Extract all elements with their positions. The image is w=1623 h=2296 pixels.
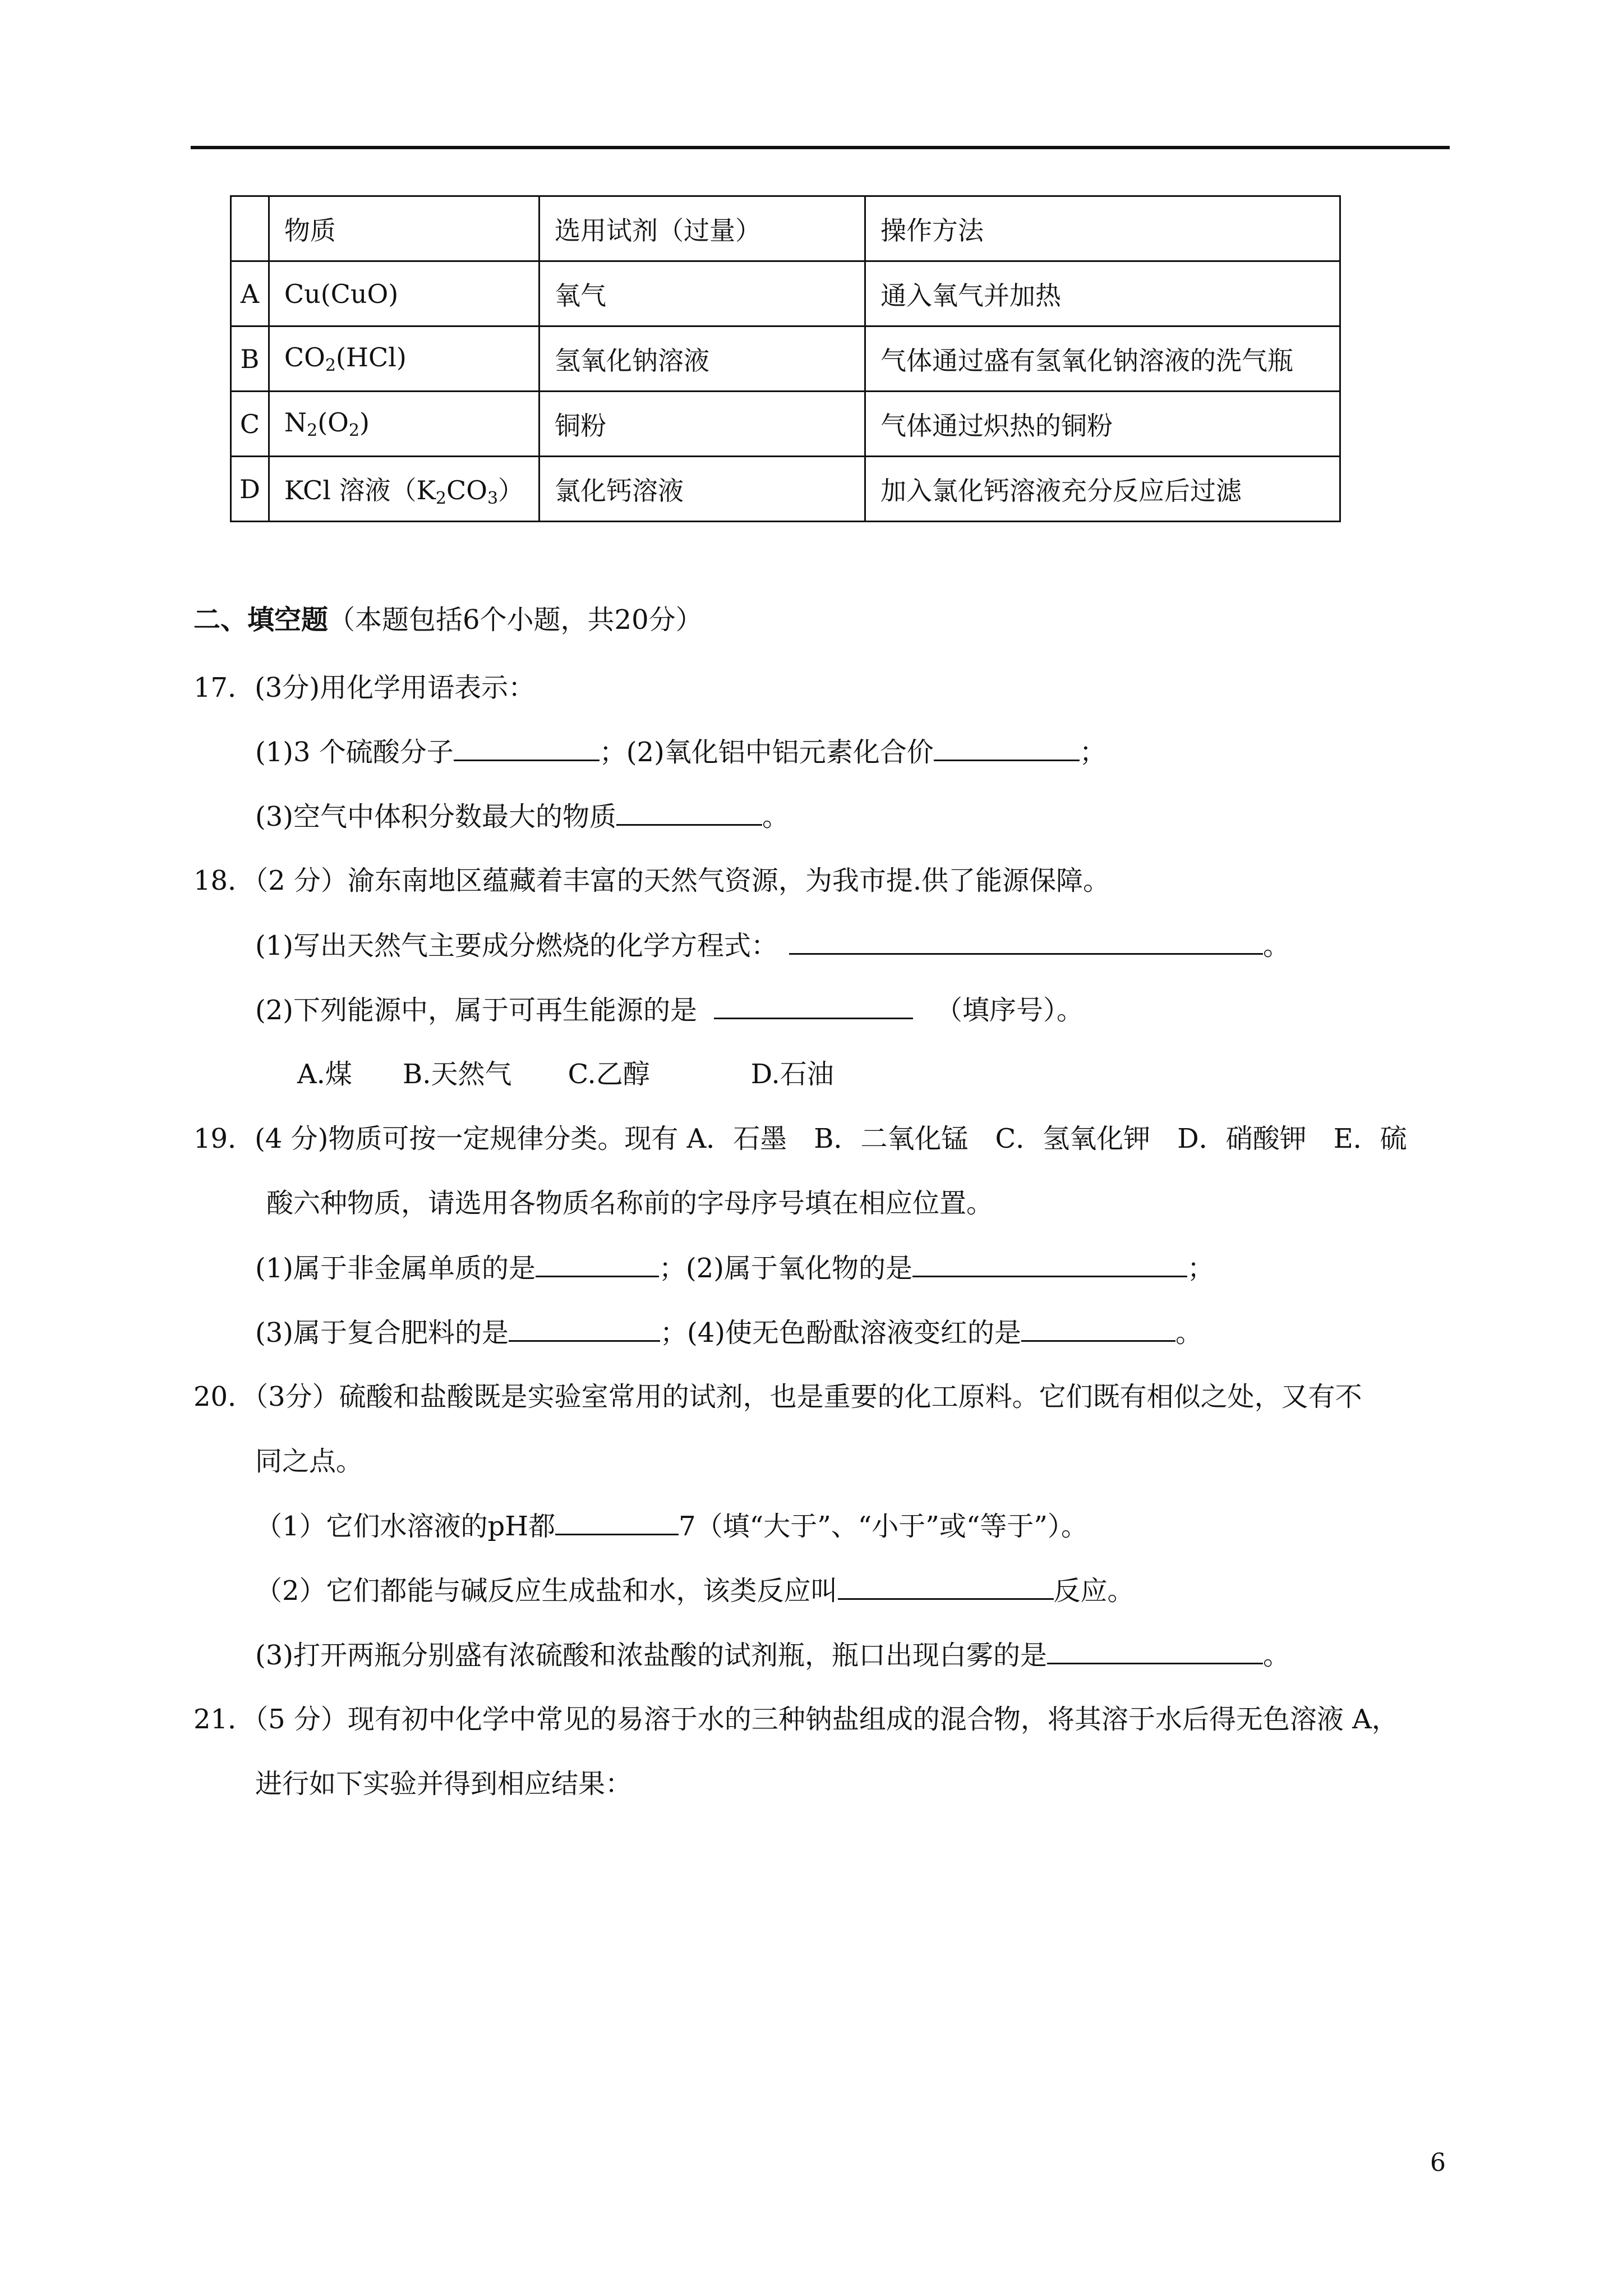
question-17-heading: 17．(3分)用化学用语表示： [193,672,536,703]
row-reagent: 氧气 [540,261,865,326]
question-20-line-3: (3)打开两瓶分别盛有浓硫酸和浓盐酸的试剂瓶，瓶口出现白雾的是 。 [255,1638,1290,1672]
row-method: 加入氯化钙溶液充分反应后过滤 [865,457,1340,522]
row-key: A [231,261,269,326]
question-18-heading: 18．（2 分）渝东南地区蕴藏着丰富的天然气资源，为我市提.供了能源保障。 [193,865,1110,896]
question-17-line-2: (3)空气中体积分数最大的物质 。 [255,799,789,834]
answer-blank[interactable] [454,735,600,761]
table-row [231,457,1340,522]
row-key: D [231,457,269,522]
section-note: （本题包括6个小题，共20分） [328,604,703,636]
table-row [231,392,1340,457]
question-18-line-2: (2)下列能源中，属于可再生能源的是 （填序号）。 [255,993,1083,1027]
table-header-cell [231,196,269,261]
answer-blank[interactable] [934,735,1080,761]
option-b: B.天然气 [402,1059,512,1090]
options-table [230,195,1341,522]
question-20-heading-cont: 同之点。 [255,1446,363,1477]
row-reagent: 氯化钙溶液 [540,457,865,522]
answer-blank[interactable] [616,799,762,826]
answer-blank[interactable] [1047,1638,1263,1664]
row-substance: Cu(CuO) [269,261,539,326]
option-c: C.乙醇 [568,1059,650,1090]
question-19-heading: 19．(4 分)物质可按一定规律分类。现有 A．石墨 B．二氧化锰 C．氢氧化钾 D．硝酸钾 E．硫 [193,1123,1407,1154]
option-a: A.煤 [297,1059,352,1090]
question-21-heading-cont: 进行如下实验并得到相应结果： [255,1768,633,1800]
question-19-line-1: (1)属于非金属单质的是 ；(2)属于氧化物的是 ； [255,1251,1214,1285]
answer-blank[interactable] [912,1251,1187,1277]
section-title: 二、填空题 [193,604,329,636]
row-key: B [231,326,269,392]
question-18-line-1: (1)写出天然气主要成分燃烧的化学方程式： 。 [255,928,1290,963]
answer-blank[interactable] [714,993,913,1019]
row-key: C [231,392,269,457]
question-20-heading: 20．（3分）硫酸和盐酸既是实验室常用的试剂，也是重要的化工原料。它们既有相似之处，又有不 [193,1381,1362,1412]
answer-blank[interactable] [1021,1315,1175,1342]
question-21-heading: 21．（5 分）现有初中化学中常见的易溶于水的三种钠盐组成的混合物，将其溶于水后得无色溶液 A， [193,1704,1399,1735]
answer-blank[interactable] [509,1315,660,1342]
answer-blank[interactable] [536,1251,659,1277]
row-substance: $N_2(O_2)$ [269,392,539,457]
row-method: 气体通过炽热的铜粉 [865,392,1340,457]
table-header-cell: 操作方法 [865,196,1340,261]
question-20-line-1: （1）它们水溶液的pH都 7（填“大于”、“小于”或“等于”）。 [255,1509,1088,1543]
answer-blank[interactable] [838,1573,1054,1600]
row-reagent: 铜粉 [540,392,865,457]
header-rule [191,146,1450,149]
option-d: D.石油 [750,1059,834,1090]
question-20-line-2: （2）它们都能与碱反应生成盐和水，该类反应叫 反应。 [255,1573,1135,1608]
table-header-cell: 物质 [269,196,539,261]
row-reagent: 氢氧化钠溶液 [540,326,865,392]
section-heading [193,603,703,637]
question-19-heading-cont: 酸六种物质，请选用各物质名称前的字母序号填在相应位置。 [266,1188,994,1219]
answer-blank[interactable] [789,928,1263,955]
row-method: 气体通过盛有氢氧化钠溶液的洗气瓶 [865,326,1340,392]
row-substance: KCl 溶液$(K_2CO_3)$ [269,457,539,522]
row-substance: $CO_2(HCl)$ [269,326,539,392]
table-row [231,326,1340,392]
table-header-row [231,196,1340,261]
question-17-line-1: (1)3 个硫酸分子 ；(2)氧化铝中铝元素化合价 ； [255,735,1106,769]
row-method: 通入氧气并加热 [865,261,1340,326]
question-19-line-2: (3)属于复合肥料的是 ；(4)使无色酚酞溶液变红的是 。 [255,1315,1202,1350]
table-header-cell: 选用试剂（过量） [540,196,865,261]
table-row [231,261,1340,326]
answer-blank[interactable] [555,1509,679,1535]
page-number: 6 [1430,2148,1446,2177]
question-18-options [297,1057,834,1091]
